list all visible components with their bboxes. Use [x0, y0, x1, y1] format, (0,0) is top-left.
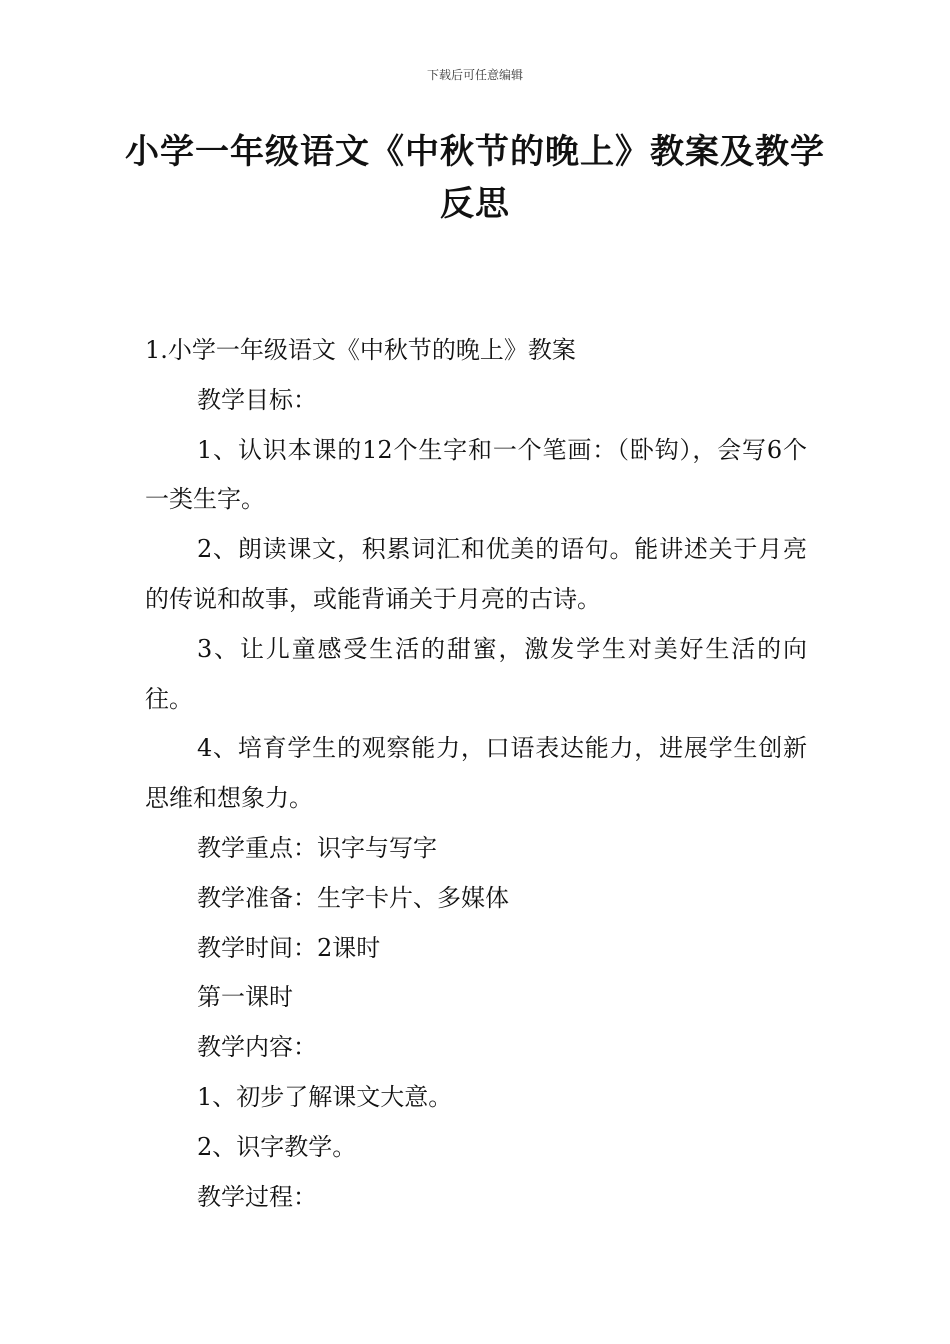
document-title: 小学一年级语文《中秋节的晚上》教案及教学反思: [125, 132, 825, 224]
paragraph: 1、认识本课的12个生字和一个笔画：（卧钩），会写6个一类生字。: [145, 435, 807, 514]
paragraph: 2、识字教学。: [197, 1132, 357, 1161]
paragraph: 教学目标：: [197, 385, 317, 414]
paragraph: 2、朗读课文，积累词汇和优美的语句。能讲述关于月亮的传说和故事，或能背诵关于月亮的古诗。: [145, 535, 807, 613]
section-heading: 1.小学一年级语文《中秋节的晚上》教案: [145, 336, 576, 364]
header-note: 下载后可任意编辑: [426, 68, 523, 82]
paragraph: 教学过程：: [197, 1182, 317, 1211]
paragraph: 4、培育学生的观察能力，口语表达能力，进展学生创新思维和想象力。: [145, 734, 807, 813]
paragraph: 第一课时: [197, 983, 293, 1012]
paragraph: 教学时间：2课时: [197, 933, 381, 962]
paragraph: 教学准备：生字卡片、多媒体: [197, 883, 509, 912]
document-body: [145, 326, 807, 1222]
paragraph: 教学内容：: [197, 1033, 317, 1062]
paragraph: 3、让儿童感受生活的甜蜜，激发学生对美好生活的向往。: [145, 634, 807, 713]
paragraph: 1、初步了解课文大意。: [197, 1082, 453, 1111]
paragraph: 教学重点：识字与写字: [197, 833, 437, 862]
